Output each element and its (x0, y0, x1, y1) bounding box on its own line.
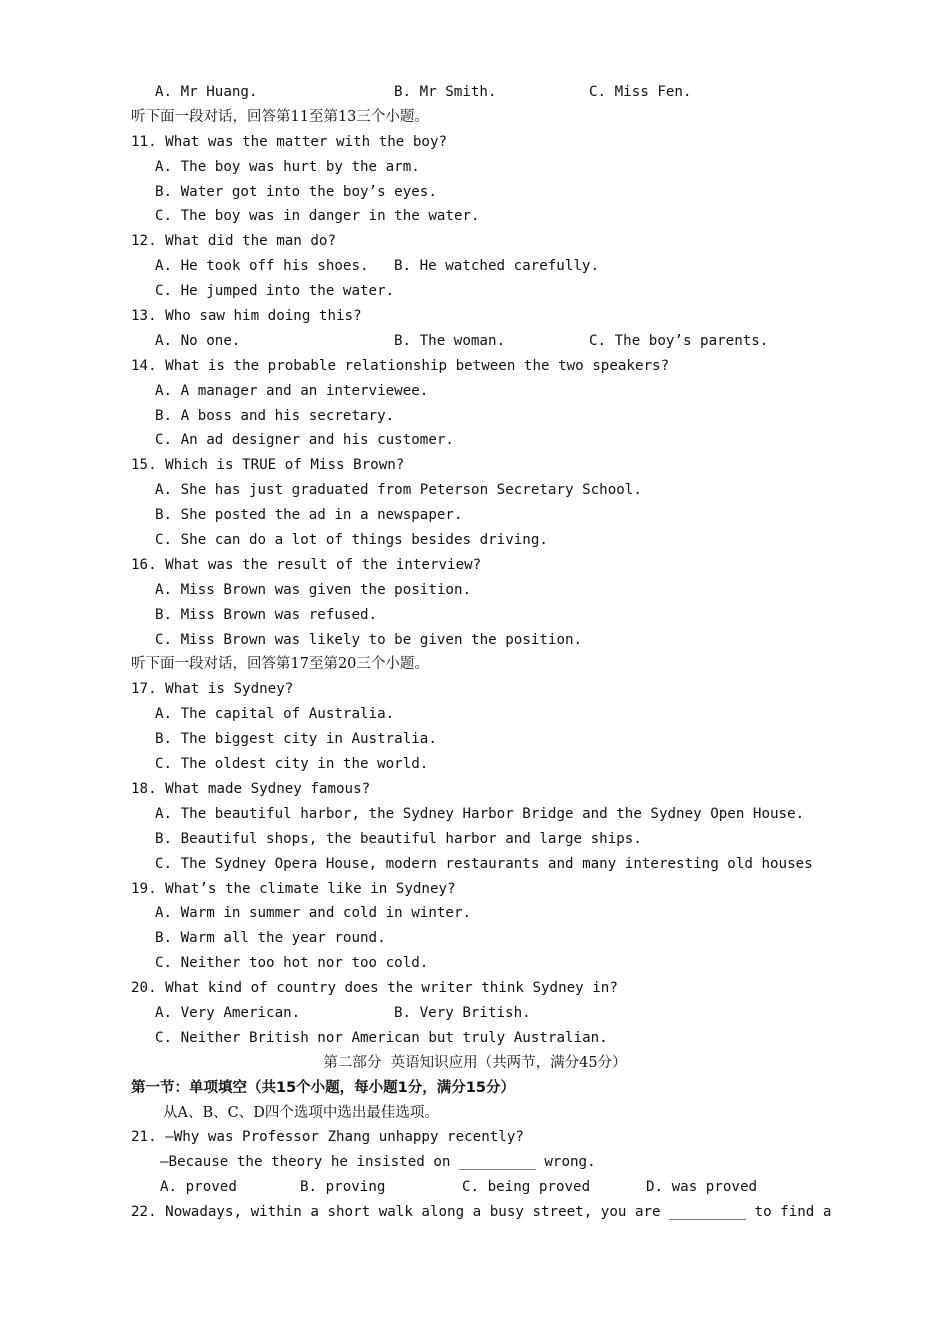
question: 18. What made Sydney famous? (131, 780, 371, 797)
question: 16. What was the result of the interview? (131, 556, 482, 573)
exam-page (0, 80, 950, 1225)
option: A. The beautiful harbor, the Sydney Harbor Bridge and the Sydney Open House. (155, 805, 805, 822)
option: C. An ad designer and his customer. (155, 432, 454, 449)
option: C. The oldest city in the world. (155, 756, 429, 773)
option-a: A. He took off his shoes. (155, 258, 369, 275)
option: C. He jumped into the water. (155, 283, 395, 300)
option: C. The Sydney Opera House, modern restaurants and many interesting old houses (155, 855, 813, 872)
section-heading: 第一节：单项填空（共15个小题，每小题1分，满分15分） (131, 1079, 515, 1096)
instruction: 从A、B、C、D四个选项中选出最佳选项。 (163, 1104, 439, 1121)
option-c: C. being proved (462, 1179, 591, 1196)
option-c: C. The boy’s parents. (589, 332, 769, 349)
question: 12. What did the man do? (131, 233, 336, 250)
option: A. A manager and an interviewee. (155, 382, 429, 399)
option: B. Beautiful shops, the beautiful harbor and large ships. (155, 830, 642, 847)
question-line: —Because the theory he insisted on _________ wrong. (160, 1154, 596, 1171)
option-row (0, 1001, 950, 1026)
option: B. Warm all the year round. (155, 930, 386, 947)
option: A. She has just graduated from Peterson Secretary School. (155, 482, 642, 499)
option: A. The capital of Australia. (155, 706, 395, 723)
option: C. Neither British nor American but truly Australian. (155, 1029, 608, 1046)
instruction: 听下面一段对话，回答第11至第13三个小题。 (131, 108, 429, 125)
question: 20. What kind of country does the writer think Sydney in? (131, 980, 618, 997)
option-a: A. Very American. (155, 1004, 301, 1021)
question: 17. What is Sydney? (131, 681, 294, 698)
question: 11. What was the matter with the boy? (131, 133, 448, 150)
question: 21. —Why was Professor Zhang unhappy recently? (131, 1129, 524, 1146)
option-b: B. He watched carefully. (394, 258, 599, 275)
option-row (0, 1175, 950, 1200)
option: B. Miss Brown was refused. (155, 606, 378, 623)
question: 19. What’s the climate like in Sydney? (131, 880, 456, 897)
option: C. She can do a lot of things besides driving. (155, 532, 548, 549)
option-a: A. No one. (155, 332, 241, 349)
option: B. Water got into the boy’s eyes. (155, 183, 437, 200)
option: B. The biggest city in Australia. (155, 731, 437, 748)
option: A. Miss Brown was given the position. (155, 581, 472, 598)
option: C. Miss Brown was likely to be given the position. (155, 631, 583, 648)
option-row (0, 80, 950, 105)
option-a: A. proved (160, 1179, 237, 1196)
instruction: 听下面一段对话，回答第17至第20三个小题。 (131, 656, 429, 673)
part-heading: 第二部分 英语知识应用（共两节，满分45分） (323, 1054, 627, 1071)
option-row (0, 254, 950, 279)
option-b: B. proving (300, 1179, 386, 1196)
option: B. She posted the ad in a newspaper. (155, 507, 463, 524)
option: B. A boss and his secretary. (155, 407, 395, 424)
option-a: A. Mr Huang. (155, 84, 258, 100)
option: C. Neither too hot nor too cold. (155, 955, 429, 972)
option-b: B. The woman. (394, 332, 506, 349)
option-d: D. was proved (646, 1179, 758, 1196)
option-c: C. Miss Fen. (589, 84, 692, 100)
question: 22. Nowadays, within a short walk along a busy street, you are _________ to find a (131, 1204, 832, 1221)
question: 13. Who saw him doing this? (131, 308, 362, 325)
question: 14. What is the probable relationship between the two speakers? (131, 357, 670, 374)
option-b: B. Very British. (394, 1004, 531, 1021)
option: C. The boy was in danger in the water. (155, 208, 480, 225)
option-b: B. Mr Smith. (394, 84, 497, 100)
option-row (0, 329, 950, 354)
question: 15. Which is TRUE of Miss Brown? (131, 457, 405, 474)
option: A. The boy was hurt by the arm. (155, 158, 420, 175)
option: A. Warm in summer and cold in winter. (155, 905, 472, 922)
